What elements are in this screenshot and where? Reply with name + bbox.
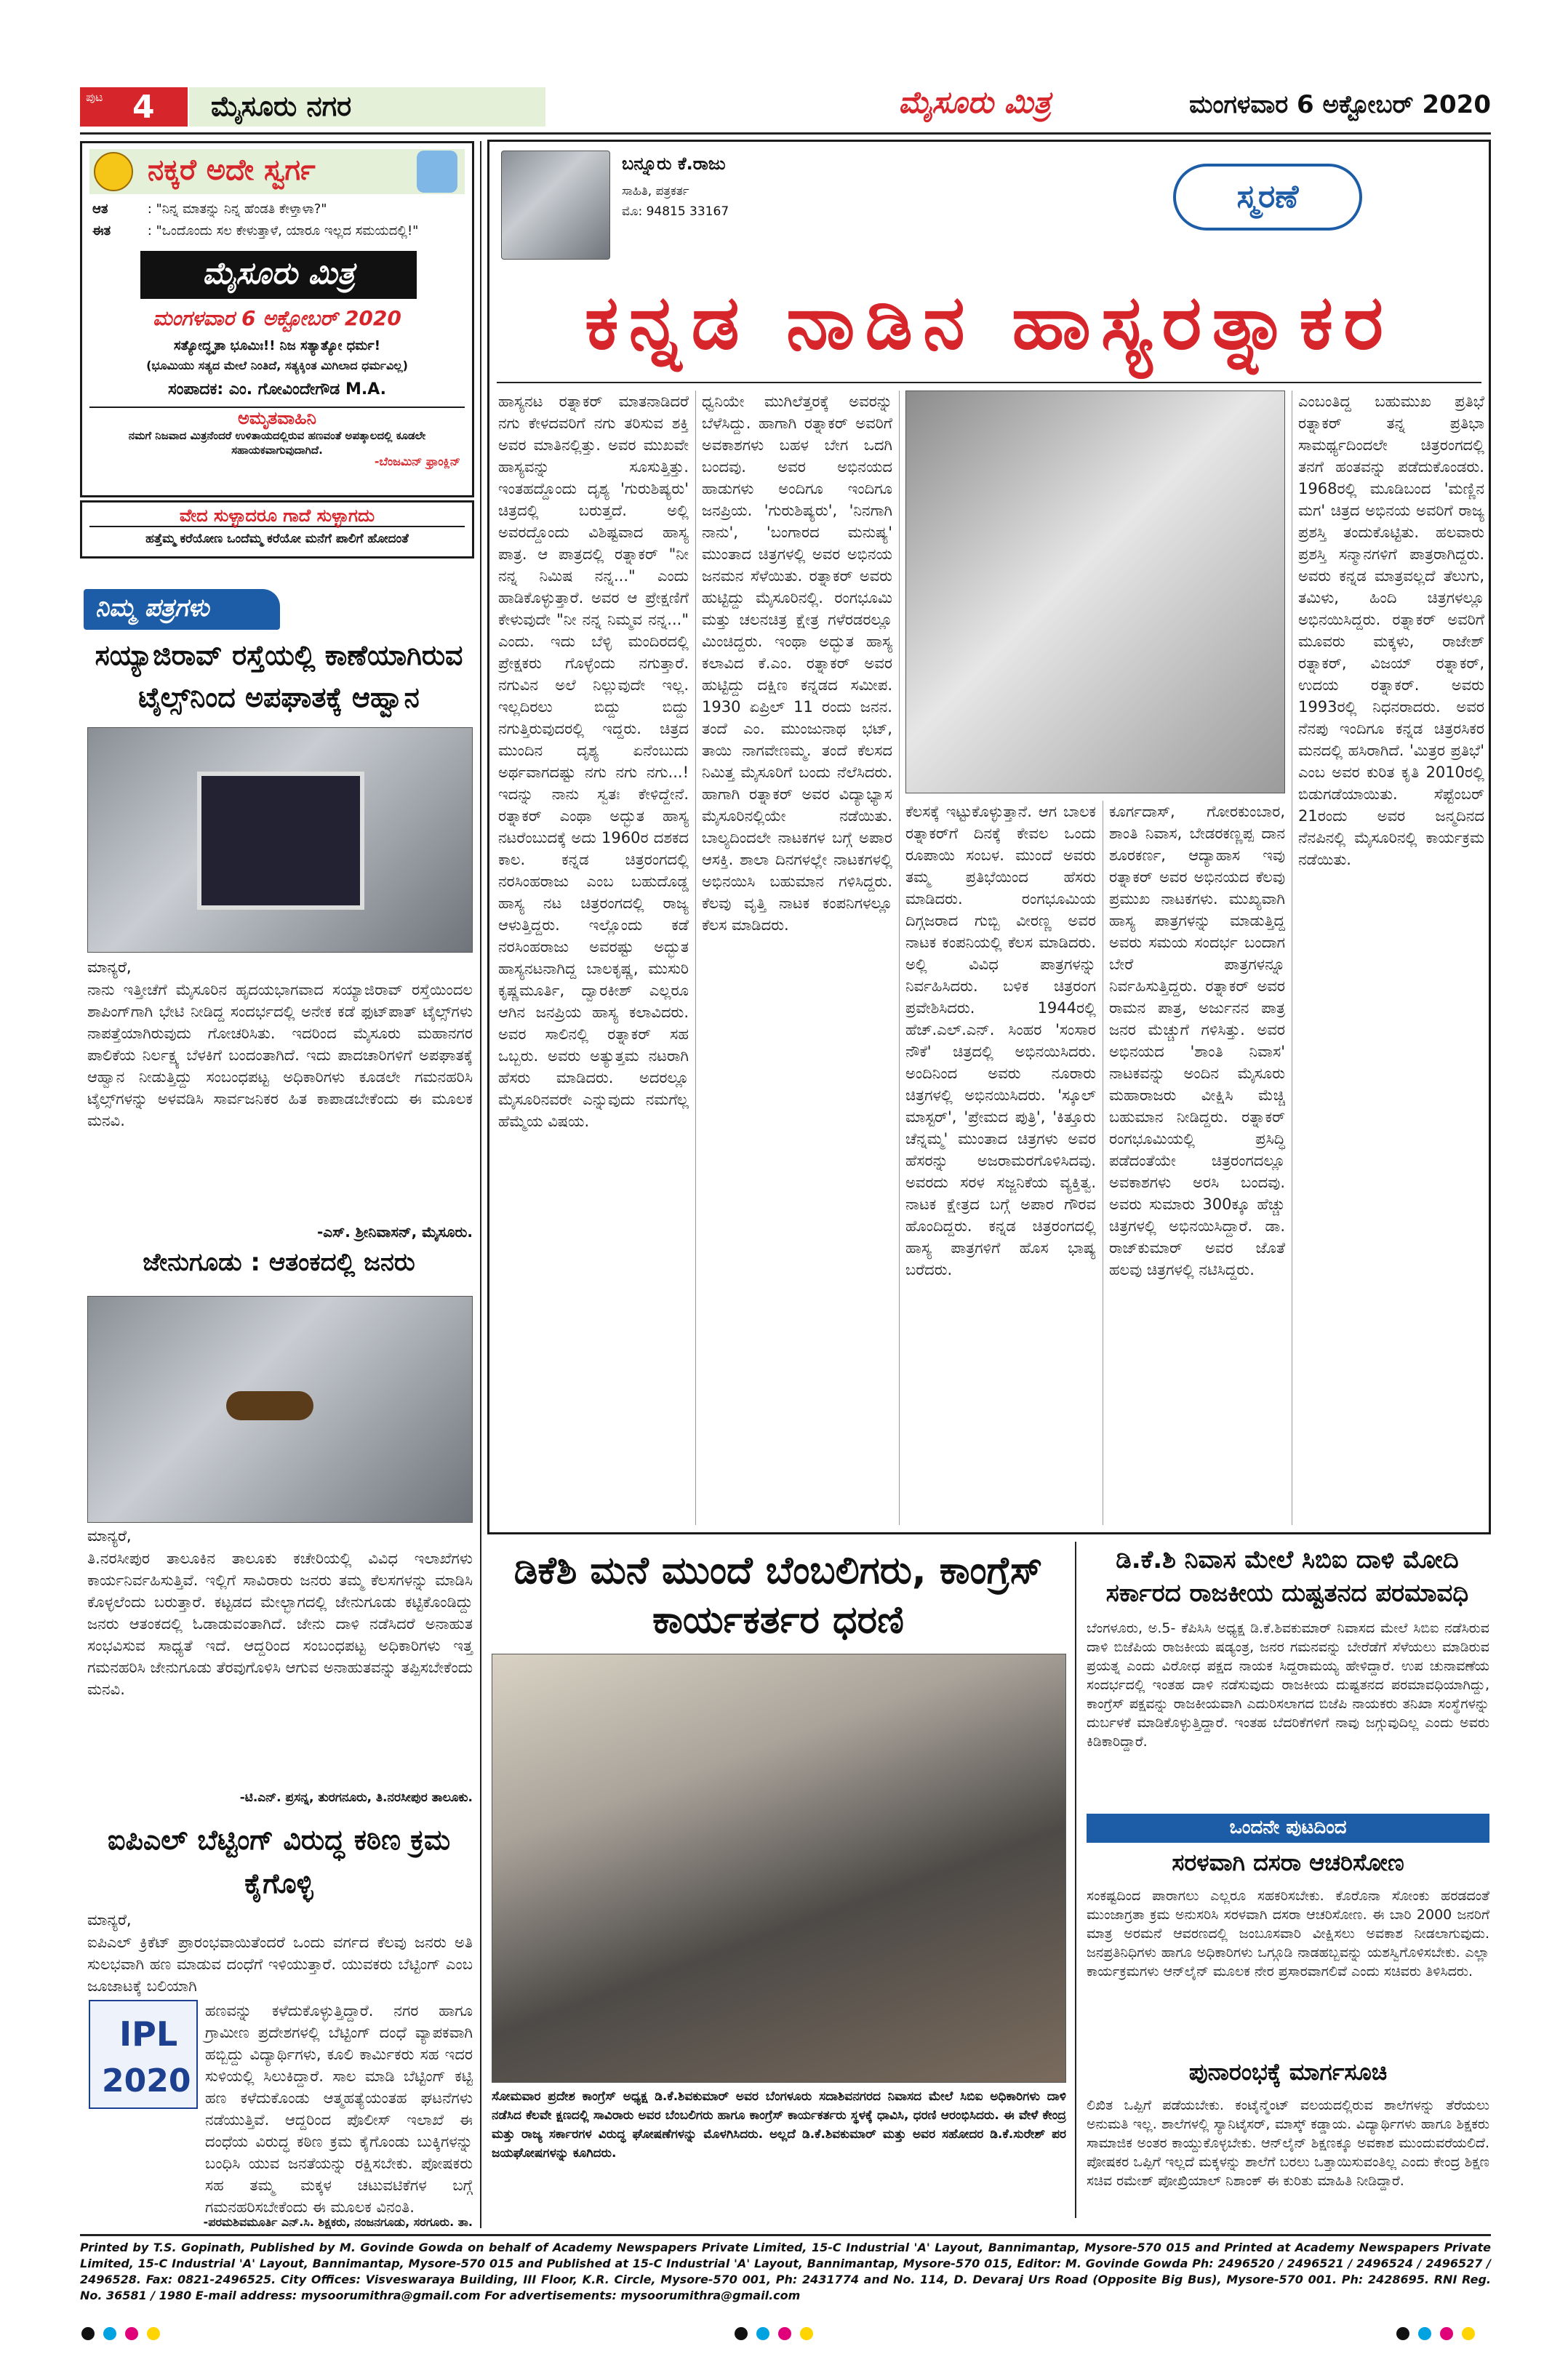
yellow-dot	[800, 2327, 813, 2340]
letter-3-headline: ಐಪಿಎಲ್ ಬೆಟ್ಟಿಂಗ್ ವಿರುದ್ಧ ಕಠಿಣ ಕ್ರಮ ಕೈಗೊಳ್ಳಿ	[107, 1824, 451, 1899]
letter-1-headline: ಸಯ್ಯಾಜಿರಾವ್ ರಸ್ತೆಯಲ್ಲಿ ಕಾಣೆಯಾಗಿರುವ ಟೈಲ್ಸ್‌ನಿಂದ ಅಪಘಾತಕ್ಕೆ ಆಹ್ವಾನ	[95, 639, 463, 713]
humor-line-1-text: : "ನಿನ್ನ ಮಾತನ್ನು ನಿನ್ನ ಹೆಂಡತಿ ಕೇಳ್ತಾಳಾ?"	[147, 201, 327, 217]
continued-body-1: ಸಂಕಷ್ಟದಿಂದ ಪಾರಾಗಲು ಎಲ್ಲರೂ ಸಹಕರಿಸಬೇಕು. ಕೊರೊನಾ ಸೋಂಕು ಹರಡದಂತೆ ಮುಂಜಾಗ್ರತಾ ಕ್ರಮ ಅನುಸರಿಸಿ ಸರಳವಾಗಿ ದಸರಾ ಆಚರಿಸೋಣ. ಈ ಬಾರಿ 2000 ಜನರಿಗೆ ಮಾತ್ರ ಅರಮನೆ ಆವರಣದಲ್ಲಿ ಜಂಬೂಸವಾರಿ ವೀಕ್ಷಿಸಲು ಅವಕಾಶ ನೀಡಲಾಗುವುದು. ಜನಪ್ರತಿನಿಧಿಗಳು ಹಾಗೂ ಅಧಿಕಾರಿಗಳು ಒಗ್ಗೂಡಿ ನಾಡಹಬ್ಬವನ್ನು ಯಶಸ್ವಿಗೊಳಿಸಬೇಕು. ಎಲ್ಲಾ ಕಾರ್ಯಕ್ರಮಗಳು ಆನ್‌ಲೈನ್ ಮೂಲಕ ನೇರ ಪ್ರಸಾರವಾಗಲಿವೆ ಎಂದು ಸಚಿವರು ತಿಳಿಸಿದರು.	[1087, 1888, 1489, 1979]
registration-marks-left	[81, 2327, 183, 2345]
yellow-dot	[147, 2327, 160, 2340]
protest-photo	[492, 1654, 1066, 2083]
feature-column-5: ಎಂಬಂತಿದ್ದ ಬಹುಮುಖ ಪ್ರತಿಭೆ ರತ್ನಾಕರ್ ತನ್ನ ಪ್ರತಿಭಾ ಸಾಮರ್ಥ್ಯದಿಂದಲೇ ಚಿತ್ರರಂಗದಲ್ಲಿ ತನಗೆ ಹಂತವನ್ನು ಪಡೆದುಕೊಂಡರು. 1968ರಲ್ಲಿ ಮೂಡಿಬಂದ 'ಮಣ್ಣಿನ ಮಗ' ಚಿತ್ರದ ಅಭಿನಯ ಅವರಿಗೆ ರಾಜ್ಯ ಪ್ರಶಸ್ತಿ ತಂದುಕೊಟ್ಟಿತು. ಹಲವಾರು ಪ್ರಶಸ್ತಿ ಸನ್ಮಾನಗಳಿಗೆ ಪಾತ್ರರಾಗಿದ್ದರು. ಅವರು ಕನ್ನಡ ಮಾತ್ರವಲ್ಲದೆ ತೆಲುಗು, ತಮಿಳು, ಹಿಂದಿ ಚಿತ್ರಗಳಲ್ಲೂ ಅಭಿನಯಿಸಿದ್ದರು. ರತ್ನಾಕರ್ ಅವರಿಗೆ ಮೂವರು ಮಕ್ಕಳು, ರಾಜೇಶ್ ರತ್ನಾಕರ್, ವಿಜಯ್ ರತ್ನಾಕರ್, ಉದಯ ರತ್ನಾಕರ್. ಅವರು 1993ರಲ್ಲಿ ನಿಧನರಾದರು. ಅವರ ನೆನಪು ಇಂದಿಗೂ ಕನ್ನಡ ಚಿತ್ರರಸಿಕರ ಮನದಲ್ಲಿ ಹಸಿರಾಗಿದೆ. 'ಮಿತ್ರರ ಪ್ರತಿಭೆ' ಎಂಬ ಅವರ ಕುರಿತ ಕೃತಿ 2010ರಲ್ಲಿ ಬಿಡುಗಡೆಯಾಯಿತು. ಸೆಪ್ಟೆಂಬರ್ 21ರಂದು ಅವರ ಜನ್ಮದಿನದ ನೆನಪಿನಲ್ಲಿ ಮೈಸೂರಿನಲ್ಲಿ ಕಾರ್ಯಕ್ರಮ ನಡೆಯಿತು.	[1298, 393, 1484, 868]
author-role: ಸಾಹಿತಿ, ಪತ್ರಕರ್ತ	[622, 184, 689, 199]
humor-line-2-label: ಈತ	[92, 223, 111, 239]
feature-headline-rule	[497, 382, 1481, 383]
page-header	[80, 84, 1491, 129]
letter-2-signature: -ಟಿ.ಎನ್. ಪ್ರಸನ್ನ, ತುರಗನೂರು, ತಿ.ನರಸೀಪುರ ತಾಲೂಕು.	[239, 1790, 473, 1805]
cartoon-figure-icon	[417, 151, 457, 193]
amrita-box	[89, 407, 465, 457]
registration-marks-center	[735, 2327, 836, 2345]
left-column-divider	[480, 141, 481, 2228]
black-dot	[735, 2327, 748, 2340]
proverb-text: ಹತ್ತೆಮ್ಮ ಕರೆಯೋಣ ಒಂದೆಮ್ಮ ಕರೆಯೋ ಮನೆಗೆ ಪಾಲಿಗೆ ಹೋದಂತೆ	[145, 532, 409, 546]
letters-header	[84, 589, 280, 630]
letter-2-headline: ಜೇನುಗೂಡು : ಆತಂಕದಲ್ಲಿ ಜನರು	[143, 1248, 415, 1277]
news-divider	[1075, 1542, 1076, 2218]
humor-line-2	[92, 223, 466, 244]
black-dot	[1396, 2327, 1409, 2340]
feature-column-1: ಹಾಸ್ಯನಟ ರತ್ನಾಕರ್ ಮಾತನಾಡಿದರೆ ನಗು ಕೇಳದವರಿಗೆ ನಗು ತರಿಸುವ ಶಕ್ತಿ ಅವರ ಮಾತಿನಲ್ಲಿತ್ತು. ಅವರ ಮುಖವೇ ಹಾಸ್ಯವನ್ನು ಸೂಸುತ್ತಿತ್ತು. ಇಂತಹದ್ದೊಂದು ದೃಶ್ಯ 'ಗುರುಶಿಷ್ಯರು' ಚಿತ್ರದಲ್ಲಿ ಬರುತ್ತದೆ. ಅಲ್ಲಿ ಅವರದ್ದೊಂದು ವಿಶಿಷ್ಟವಾದ ಹಾಸ್ಯ ಪಾತ್ರ. ಆ ಪಾತ್ರದಲ್ಲಿ ರತ್ನಾಕರ್ "ನೀ ನನ್ನ ನಿಮಿಷ ನನ್ನ..." ಎಂದು ಹಾಡಿಕೊಳ್ಳುತ್ತಾರೆ. ಅವರ ಆ ಪ್ರೇಕ್ಷಣಿಗೆ ಕೇಳುವುದೇ "ನೀ ನನ್ನ ನಿಮ್ಮವ ನನ್ನ..." ಎಂದು. ಇದು ಬೆಳ್ಳಿ ಮಂದಿರದಲ್ಲಿ ಪ್ರೇಕ್ಷಕರು ಗೊಳ್ಳೆಂದು ನಗುತ್ತಾರೆ. ನಗುವಿನ ಅಲೆ ನಿಲ್ಲುವುದೇ ಇಲ್ಲ. ಇಲ್ಲದಿರಲು ಬಿದ್ದು ಬಿದ್ದು ನಗುತ್ತಿರುವುದರಲ್ಲಿ ಇದ್ದರು. ಚಿತ್ರದ ಮುಂದಿನ ದೃಶ್ಯ ಏನೆಂಬುದು ಅರ್ಥವಾಗದಷ್ಟು ನಗು ನಗು ನಗು...! ಇದನ್ನು ನಾನು ಸ್ವತಃ ಕೇಳಿದ್ದೇನೆ. ರತ್ನಾಕರ್ ಎಂಥಾ ಅದ್ಭುತ ಹಾಸ್ಯ ನಟರೆಂಬುದಕ್ಕೆ ಅದು 1960ರ ದಶಕದ ಕಾಲ. ಕನ್ನಡ ಚಿತ್ರರಂಗದಲ್ಲಿ ನರಸಿಂಹರಾಜು ಎಂಬ ಬಹುದೊಡ್ಡ ಹಾಸ್ಯ ನಟ ಚಿತ್ರರಂಗದಲ್ಲಿ ರಾಜ್ಯ ಆಳುತ್ತಿದ್ದರು. ಇಲ್ಲೊಂದು ಕಡೆ ನರಸಿಂಹರಾಜು ಅವರಷ್ಟು ಅದ್ಭುತ ಹಾಸ್ಯನಟನಾಗಿದ್ದ ಬಾಲಕೃಷ್ಣ, ಮುಸುರಿ ಕೃಷ್ಣಮೂರ್ತಿ, ದ್ವಾರಕೀಶ್ ಎಲ್ಲರೂ ಆಗಿನ ಜನಪ್ರಿಯ ಹಾಸ್ಯ ಕಲಾವಿದರು. ಅವರ ಸಾಲಿನಲ್ಲಿ ರತ್ನಾಕರ್ ಸಹ ಒಬ್ಬರು. ಅವರು ಅತ್ಯುತ್ತಮ ನಟರಾಗಿ ಹೆಸರು ಮಾಡಿದರು. ಅದರಲ್ಲೂ ಮೈಸೂರಿನವರೇ ಎನ್ನುವುದು ನಮಗೆಲ್ಲ ಹೆಮ್ಮೆಯ ವಿಷಯ.	[498, 393, 689, 1130]
footer-imprint: Printed by T.S. Gopinath, Published by M. Govinde Gowda on behalf of Academy Newspapers Private Limited, 15-C Industrial 'A' Layout, Bannimantap, Mysore-570 015 and Printed at Academy Newspapers Private Limited, 15-C Industrial 'A' Layout, Bannimantap, Mysore-570 015 and Published at 15-C Industrial 'A' Layout, Bannimantap, Mysore-570 015, Editor: M. Govinde Gowda Ph: 2496520 / 2496521 / 2496524 / 2496527 / 2496528. Fax: 0821-2496525. City Offices: Visveswaraya Building, III Floor, K.R. Circle, Mysore-570 001, Ph: 2431774 and No. 114, D. Devaraj Urs Road (Opposite Big Bus), Mysore-570 001. Ph: 2428695. RNI Reg. No. 36581 / 1980 E-mail address: mysoorumithra@gmail.com For advertisements: mysoorumithra@gmail.com	[80, 2241, 1491, 2302]
section-title-bar	[189, 87, 545, 127]
ipl-logo	[89, 2000, 198, 2109]
humor-title-bar	[89, 149, 465, 194]
continued-headline-2: ಪುನಾರಂಭಕ್ಕೆ ಮಾರ್ಗಸೂಚಿ	[1188, 2058, 1388, 2086]
amrita-quote: ನಮಗೆ ನಿಜವಾದ ಮಿತ್ರನೆಂದರೆ ಉಳಿತಾಯದಲ್ಲಿರುವ ಹಣವಂತೆ ಅಪತ್ಕಾಲದಲ್ಲಿ ಕೂಡಲೇ ಸಹಾಯಕವಾಗುವುದಾಗಿದೆ.	[128, 429, 426, 457]
cyan-dot	[103, 2327, 116, 2340]
news-2-headline: ಡಿ.ಕೆ.ಶಿ ನಿವಾಸ ಮೇಲೆ ಸಿಬಿಐ ದಾಳಿ ಮೋದಿ ಸರ್ಕಾರದ ರಾಜಕೀಯ ದುಷ್ಟತನದ ಪರಮಾವಧಿ	[1105, 1545, 1469, 1608]
humor-title: ನಕ್ಕರೆ ಅದೇ ಸ್ವರ್ಗ	[148, 153, 316, 187]
black-dot	[81, 2327, 95, 2340]
yellow-dot	[1462, 2327, 1475, 2340]
feature-divider-2	[899, 391, 900, 1525]
author-phone: ಮೊ: 94815 33167	[622, 204, 729, 219]
amrita-title: ಅಮೃತವಾಹಿನಿ	[238, 408, 316, 428]
header-rule	[80, 132, 1491, 135]
magenta-dot	[1440, 2327, 1453, 2340]
footer-rule	[80, 2234, 1491, 2236]
letter-3-signature: -ಪರಮಶಿವಮೂರ್ತಿ ಎನ್.ಸಿ. ಶಿಕ್ಷಕರು, ನಂಜನಗೂಡು, ಸರಗೂರು. ತಾ.	[203, 2215, 473, 2229]
magenta-dot	[125, 2327, 138, 2340]
masthead-box-title: ಮೈಸೂರು ಮಿತ್ರ	[202, 255, 355, 291]
magenta-dot	[778, 2327, 791, 2340]
ipl-logo-year: 2020	[102, 2062, 191, 2099]
news-1-caption: ಸೋಮವಾರ ಪ್ರದೇಶ ಕಾಂಗ್ರೆಸ್ ಅಧ್ಯಕ್ಷ ಡಿ.ಕೆ.ಶಿವಕುಮಾರ್ ಅವರ ಬೆಂಗಳೂರು ಸದಾಶಿವನಗರದ ನಿವಾಸದ ಮೇಲೆ ಸಿಬಿಐ ಅಧಿಕಾರಿಗಳು ದಾಳಿ ನಡೆಸಿದ ಕೆಲವೇ ಕ್ಷಣದಲ್ಲಿ ಸಾವಿರಾರು ಅವರ ಬೆಂಬಲಿಗರು ಹಾಗೂ ಕಾಂಗ್ರೆಸ್ ಕಾರ್ಯಕರ್ತರು ಸ್ಥಳಕ್ಕೆ ಧಾವಿಸಿ, ಧರಣಿ ಆರಂಭಿಸಿದರು. ಈ ವೇಳೆ ಕೇಂದ್ರ ಮತ್ತು ರಾಜ್ಯ ಸರ್ಕಾರಗಳ ವಿರುದ್ಧ ಘೋಷಣೆಗಳನ್ನು ಮೊಳಗಿಸಿದರು. ಅಲ್ಲದೆ ಡಿ.ಕೆ.ಶಿವಕುಮಾರ್ ಮತ್ತು ಅವರ ಸಹೋದರ ಡಿ.ಕೆ.ಸುರೇಶ್ ಪರ ಜಯಘೋಷಗಳನ್ನು ಕೂಗಿದರು.	[492, 2089, 1066, 2161]
smarane-tag	[1173, 164, 1362, 231]
letter-3-body: ಹಣವನ್ನು ಕಳೆದುಕೊಳ್ಳುತ್ತಿದ್ದಾರೆ. ನಗರ ಹಾಗೂ ಗ್ರಾಮೀಣ ಪ್ರದೇಶಗಳಲ್ಲಿ ಬೆಟ್ಟಿಂಗ್ ದಂಧೆ ವ್ಯಾಪಕವಾಗಿ ಹಬ್ಬಿದ್ದು ವಿದ್ಯಾರ್ಥಿಗಳು, ಕೂಲಿ ಕಾರ್ಮಿಕರು ಸಹ ಇದರ ಸುಳಿಯಲ್ಲಿ ಸಿಲುಕಿದ್ದಾರೆ. ಸಾಲ ಮಾಡಿ ಬೆಟ್ಟಿಂಗ್ ಕಟ್ಟಿ ಹಣ ಕಳೆದುಕೊಂಡು ಆತ್ಮಹತ್ಯೆಯಂತಹ ಘಟನೆಗಳು ನಡೆಯುತ್ತಿವೆ. ಆದ್ದರಿಂದ ಪೊಲೀಸ್ ಇಲಾಖೆ ಈ ದಂಧೆಯ ವಿರುದ್ಧ ಕಠಿಣ ಕ್ರಮ ಕೈಗೊಂಡು ಬುಕ್ಕಿಗಳನ್ನು ಬಂಧಿಸಿ ಯುವ ಜನತೆಯನ್ನು ರಕ್ಷಿಸಬೇಕು. ಪೋಷಕರು ಸಹ ತಮ್ಮ ಮಕ್ಕಳ ಚಟುವಟಿಕೆಗಳ ಬಗ್ಗೆ ಗಮನಹರಿಸಬೇಕೆಂದು ಈ ಮೂಲಕ ವಿನಂತಿ.	[205, 2002, 473, 2216]
cyan-dot	[1418, 2327, 1431, 2340]
letter-3-intro: ಐಪಿಎಲ್ ಕ್ರಿಕೆಟ್ ಪ್ರಾರಂಭವಾಯಿತೆಂದರೆ ಒಂದು ವರ್ಗದ ಕೆಲವು ಜನರು ಅತಿ ಸುಲಭವಾಗಿ ಹಣ ಮಾಡುವ ದಂಧೆಗೆ ಇಳಿಯುತ್ತಾರೆ. ಯುವಕರು ಬೆಟ್ಟಿಂಗ್ ಎಂಬ ಜೂಜಾಟಕ್ಕೆ ಬಲಿಯಾಗಿ	[87, 1934, 473, 1995]
news-1-headline: ಡಿಕೆಶಿ ಮನೆ ಮುಂದೆ ಬೆಂಬಲಿಗರು, ಕಾಂಗ್ರೆಸ್ ಕಾರ್ಯಕರ್ತರ ಧರಣಿ	[513, 1549, 1043, 1642]
letter-3-salutation: ಮಾನ್ಯರೆ,	[87, 1911, 132, 1929]
proverb-title: ವೇದ ಸುಳ್ಳಾದರೂ ಗಾದೆ ಸುಳ್ಳಾಗದು	[89, 505, 465, 527]
page-number-badge	[80, 87, 188, 127]
humor-line-2-text: : "ಒಂದೊಂದು ಸಲ ಕೇಳುತ್ತಾಳೆ, ಯಾರೂ ಇಲ್ಲದ ಸಮಯದಲ್ಲಿ!"	[147, 223, 419, 239]
ipl-logo-text: IPL	[119, 2014, 178, 2054]
page-label: ಪುಟ	[86, 90, 103, 104]
humor-box	[80, 141, 474, 497]
letter-2-photo	[87, 1296, 473, 1523]
amrita-author: -ಬೆಂಜಮಿನ್ ಫ್ರಾಂಕ್ಲಿನ್	[374, 455, 460, 468]
continued-headline-1: ಸರಳವಾಗಿ ದಸರಾ ಆಚರಿಸೋಣ	[1172, 1849, 1404, 1876]
letter-1-photo	[87, 727, 473, 953]
smarane-tag-text: ಸ್ಮರಣೆ	[1236, 178, 1299, 215]
continued-header-title: ಒಂದನೇ ಪುಟದಿಂದ	[1229, 1817, 1347, 1838]
editor-line: ಸಂಪಾದಕ: ಎಂ. ಗೋವಿಂದೇಗೌಡ M.A.	[167, 380, 387, 399]
letter-2-body: ತಿ.ನರಸೀಪುರ ತಾಲೂಕಿನ ತಾಲೂಕು ಕಚೇರಿಯಲ್ಲಿ ವಿವಿಧ ಇಲಾಖೆಗಳು ಕಾರ್ಯನಿರ್ವಹಿಸುತ್ತಿವೆ. ಇಲ್ಲಿಗೆ ಸಾವಿರಾರು ಜನರು ತಮ್ಮ ಕೆಲಸಗಳನ್ನು ಮಾಡಿಸಿ ಕೊಳ್ಳಲೆಂದು ಬರುತ್ತಾರೆ. ಕಟ್ಟಡದ ಮೇಲ್ಭಾಗದಲ್ಲಿ ಜೇನುಗೂಡು ಕಟ್ಟಿಕೊಂಡಿದ್ದು ಜನರು ಆತಂಕದಲ್ಲಿ ಓಡಾಡುವಂತಾಗಿದೆ. ಜೇನು ದಾಳಿ ನಡೆಸಿದರೆ ಅನಾಹುತ ಸಂಭವಿಸುವ ಸಾಧ್ಯತೆ ಇದೆ. ಆದ್ದರಿಂದ ಸಂಬಂಧಪಟ್ಟ ಅಧಿಕಾರಿಗಳು ಇತ್ತ ಗಮನಹರಿಸಿ ಜೇನುಗೂಡು ತೆರವುಗೊಳಿಸಿ ಆಗುವ ಅನಾಹುತವನ್ನು ತಪ್ಪಿಸಬೇಕೆಂದು ಮನವಿ.	[87, 1550, 473, 1698]
letter-1-body: ನಾನು ಇತ್ತೀಚೆಗೆ ಮೈಸೂರಿನ ಹೃದಯಭಾಗವಾದ ಸಯ್ಯಾಜಿರಾವ್ ರಸ್ತೆಯಿಂದಲ ಶಾಪಿಂಗ್‌ಗಾಗಿ ಭೇಟಿ ನೀಡಿದ್ದ ಸಂದರ್ಭದಲ್ಲಿ ಅನೇಕ ಕಡೆ ಫುಟ್‌ಪಾತ್ ಟೈಲ್ಸ್‌ಗಳು ನಾಪತ್ತೆಯಾಗಿರುವುದು ಗೋಚರಿಸಿತು. ಇದರಿಂದ ಮೈಸೂರು ಮಹಾನಗರ ಪಾಲಿಕೆಯ ನಿರ್ಲಕ್ಷ್ಯ ಬೆಳಕಿಗೆ ಬಂದಂತಾಗಿದೆ. ಇದು ಪಾದಚಾರಿಗಳಿಗೆ ಅಪಘಾತಕ್ಕೆ ಆಹ್ವಾನ ನೀಡುತ್ತಿದ್ದು ಸಂಬಂಧಪಟ್ಟ ಅಧಿಕಾರಿಗಳು ಕೂಡಲೇ ಗಮನಹರಿಸಿ ಟೈಲ್ಸ್‌ಗಳನ್ನು ಅಳವಡಿಸಿ ಸಾರ್ವಜನಿಕರ ಹಿತ ಕಾಪಾಡಬೇಕೆಂದು ಈ ಮೂಲಕ ಮನವಿ.	[87, 981, 473, 1129]
continued-body-2: ಲಿಖಿತ ಒಪ್ಪಿಗೆ ಪಡೆಯಬೇಕು. ಕಂಟೈನ್ಮೆಂಟ್ ವಲಯದಲ್ಲಿರುವ ಶಾಲೆಗಳನ್ನು ತೆರೆಯಲು ಅನುಮತಿ ಇಲ್ಲ. ಶಾಲೆಗಳಲ್ಲಿ ಸ್ಯಾನಿಟೈಸರ್, ಮಾಸ್ಕ್ ಕಡ್ಡಾಯ. ವಿದ್ಯಾರ್ಥಿಗಳು ಹಾಗೂ ಶಿಕ್ಷಕರು ಸಾಮಾಜಿಕ ಅಂತರ ಕಾಯ್ದುಕೊಳ್ಳಬೇಕು. ಆನ್‌ಲೈನ್ ಶಿಕ್ಷಣಕ್ಕೂ ಅವಕಾಶ ಮುಂದುವರೆಯಲಿದೆ. ಪೋಷಕರ ಒಪ್ಪಿಗೆ ಇಲ್ಲದೆ ಮಕ್ಕಳನ್ನು ಶಾಲೆಗೆ ಬರಲು ಒತ್ತಾಯಿಸುವಂತಿಲ್ಲ ಎಂದು ಕೇಂದ್ರ ಶಿಕ್ಷಣ ಸಚಿವ ರಮೇಶ್ ಪೋಖ್ರಿಯಾಲ್ ನಿಶಾಂಕ್ ಈ ಕುರಿತು ಮಾಹಿತಿ ನೀಡಿದ್ದಾರೆ.	[1087, 2097, 1489, 2189]
missing-tile-hole	[197, 772, 364, 910]
feature-headline: ಕನ್ನಡ ನಾಡಿನ ಹಾಸ್ಯರತ್ನಾಕರ	[584, 278, 1394, 367]
section-title: ಮೈಸೂರು ನಗರ	[211, 90, 352, 122]
letter-1-salutation: ಮಾನ್ಯರೆ,	[87, 958, 132, 976]
feature-column-3: ಕೆಲಸಕ್ಕೆ ಇಟ್ಟುಕೊಳ್ಳುತ್ತಾನೆ. ಆಗ ಬಾಲಕ ರತ್ನಾಕರ್‌ಗೆ ದಿನಕ್ಕೆ ಕೇವಲ ಒಂದು ರೂಪಾಯಿ ಸಂಬಳ. ಮುಂದೆ ಅವರು ತಮ್ಮ ಪ್ರತಿಭೆಯಿಂದ ಹೆಸರು ಮಾಡಿದರು. ರಂಗಭೂಮಿಯ ದಿಗ್ಗಜರಾದ ಗುಬ್ಬಿ ವೀರಣ್ಣ ಅವರ ನಾಟಕ ಕಂಪನಿಯಲ್ಲಿ ಕೆಲಸ ಮಾಡಿದರು. ಅಲ್ಲಿ ವಿವಿಧ ಪಾತ್ರಗಳನ್ನು ನಿರ್ವಹಿಸಿದರು. ಬಳಿಕ ಚಿತ್ರರಂಗ ಪ್ರವೇಶಿಸಿದರು. 1944ರಲ್ಲಿ ಹೆಚ್.ಎಲ್.ಎನ್. ಸಿಂಹರ 'ಸಂಸಾರ ನೌಕೆ' ಚಿತ್ರದಲ್ಲಿ ಅಭಿನಯಿಸಿದರು. ಅಂದಿನಿಂದ ಅವರು ನೂರಾರು ಚಿತ್ರಗಳಲ್ಲಿ ಅಭಿನಯಿಸಿದರು. 'ಸ್ಕೂಲ್ ಮಾಸ್ಟರ್', 'ಪ್ರೇಮದ ಪುತ್ರಿ', 'ಕಿತ್ತೂರು ಚೆನ್ನಮ್ಮ' ಮುಂತಾದ ಚಿತ್ರಗಳು ಅವರ ಹೆಸರನ್ನು ಅಜರಾಮರಗೊಳಿಸಿದವು. ಅವರದು ಸರಳ ಸಜ್ಜನಿಕೆಯ ವ್ಯಕ್ತಿತ್ವ. ನಾಟಕ ಕ್ಷೇತ್ರದ ಬಗ್ಗೆ ಅಪಾರ ಗೌರವ ಹೊಂದಿದ್ದರು. ಕನ್ನಡ ಚಿತ್ರರಂಗದಲ್ಲಿ ಹಾಸ್ಯ ಪಾತ್ರಗಳಿಗೆ ಹೊಸ ಭಾಷ್ಯ ಬರೆದರು.	[905, 803, 1096, 1278]
masthead-tagline-1: ಸತ್ಯೋದ್ಧೃತಾ ಭೂಮಿಃ!! ನಿಜ ಸತ್ಯಾತ್ಯೋ ಧರ್ಮ!	[174, 338, 380, 353]
laughing-face-icon	[94, 152, 133, 191]
beehive-shape	[226, 1391, 313, 1420]
feature-box	[487, 140, 1491, 1534]
feature-column-2: ಧ್ವನಿಯೇ ಮುಗಿಲೆತ್ತರಕ್ಕೆ ಅವರನ್ನು ಬೆಳೆಸಿದ್ದು. ಹಾಗಾಗಿ ರತ್ನಾಕರ್ ಅವರಿಗೆ ಅವಕಾಶಗಳು ಬಹಳ ಬೇಗ ಒದಗಿ ಬಂದವು. ಅವರ ಅಭಿನಯದ ಹಾಡುಗಳು ಅಂದಿಗೂ ಇಂದಿಗೂ ಜನಪ್ರಿಯ. 'ಗುರುಶಿಷ್ಯರು', 'ನಿನಗಾಗಿ ನಾನು', 'ಬಂಗಾರದ ಮನುಷ್ಯ' ಮುಂತಾದ ಚಿತ್ರಗಳಲ್ಲಿ ಅವರ ಅಭಿನಯ ಜನಮನ ಸೆಳೆಯಿತು. ರತ್ನಾಕರ್ ಅವರು ಹುಟ್ಟಿದ್ದು ಮೈಸೂರಿನಲ್ಲಿ. ರಂಗಭೂಮಿ ಮತ್ತು ಚಲನಚಿತ್ರ ಕ್ಷೇತ್ರ ಗಳೆರಡರಲ್ಲೂ ಮಿಂಚಿದ್ದರು. ಇಂಥಾ ಅದ್ಭುತ ಹಾಸ್ಯ ಕಲಾವಿದ ಕೆ.ಎಂ. ರತ್ನಾಕರ್ ಅವರ ಹುಟ್ಟಿದ್ದು ದಕ್ಷಿಣ ಕನ್ನಡದ ಸಮೀಪ. 1930 ಏಪ್ರಿಲ್ 11 ರಂದು ಜನನ. ತಂದೆ ಎಂ. ಮುಂಜುನಾಥ ಭಟ್, ತಾಯಿ ನಾಗವೇಣಮ್ಮ. ತಂದೆ ಕೆಲಸದ ನಿಮಿತ್ತ ಮೈಸೂರಿಗೆ ಬಂದು ನೆಲೆಸಿದರು. ಹಾಗಾಗಿ ರತ್ನಾಕರ್ ಅವರ ವಿದ್ಯಾಭ್ಯಾಸ ಮೈಸೂರಿನಲ್ಲಿಯೇ ನಡೆಯಿತು. ಬಾಲ್ಯದಿಂದಲೇ ನಾಟಕಗಳ ಬಗ್ಗೆ ಅಪಾರ ಆಸಕ್ತಿ. ಶಾಲಾ ದಿನಗಳಲ್ಲೇ ನಾಟಕಗಳಲ್ಲಿ ಅಭಿನಯಿಸಿ ಬಹುಮಾನ ಗಳಿಸಿದ್ದರು. ಕೆಲವು ವೃತ್ತಿ ನಾಟಕ ಕಂಪನಿಗಳಲ್ಲೂ ಕೆಲಸ ಮಾಡಿದರು.	[702, 393, 892, 934]
letter-2-salutation: ಮಾನ್ಯರೆ,	[87, 1527, 132, 1545]
author-photo	[501, 151, 610, 260]
humor-line-1	[92, 201, 466, 222]
letter-1-signature: -ಎಸ್. ಶ್ರೀನಿವಾಸನ್, ಮೈಸೂರು.	[316, 1223, 473, 1241]
masthead-logo: ಮೈಸೂರು ಮಿತ್ರ	[898, 84, 1051, 120]
registration-marks-right	[1396, 2327, 1498, 2345]
letter-3-body-cont	[87, 2112, 473, 2212]
header-date: ಮಂಗಳವಾರ 6 ಅಕ್ಟೋಬರ್ 2020	[1189, 90, 1491, 119]
letters-header-title: ನಿಮ್ಮ ಪತ್ರಗಳು	[95, 593, 209, 622]
feature-column-4: ಕೂರ್ಗದಾಸ್, ಗೋರಕುಂಬಾರ, ಶಾಂತಿ ನಿವಾಸ, ಬೇಡರಕಣ್ಣಪ್ಪ ದಾನ ಶೂರಕರ್ಣ, ಆದ್ಯಾಹಾಸ ಇವು ರತ್ನಾಕರ್ ಅವರ ಅಭಿನಯದ ಕೆಲವು ಪ್ರಮುಖ ನಾಟಕಗಳು. ಮುಖ್ಯವಾಗಿ ಹಾಸ್ಯ ಪಾತ್ರಗಳನ್ನು ಮಾಡುತ್ತಿದ್ದ ಅವರು ಸಮಯ ಸಂದರ್ಭ ಬಂದಾಗ ಬೇರೆ ಪಾತ್ರಗಳನ್ನೂ ನಿರ್ವಹಿಸುತ್ತಿದ್ದರು. ರತ್ನಾಕರ್ ಅವರ ರಾಮನ ಪಾತ್ರ, ಅರ್ಜುನನ ಪಾತ್ರ ಜನರ ಮೆಚ್ಚುಗೆ ಗಳಿಸಿತ್ತು. ಅವರ ಅಭಿನಯದ 'ಶಾಂತಿ ನಿವಾಸ' ನಾಟಕವನ್ನು ಅಂದಿನ ಮೈಸೂರು ಮಹಾರಾಜರು ವೀಕ್ಷಿಸಿ ಮೆಚ್ಚಿ ಬಹುಮಾನ ನೀಡಿದ್ದರು. ರತ್ನಾಕರ್ ರಂಗಭೂಮಿಯಲ್ಲಿ ಪ್ರಸಿದ್ಧಿ ಪಡೆದಂತೆಯೇ ಚಿತ್ರರಂಗದಲ್ಲೂ ಅವಕಾಶಗಳು ಅರಸಿ ಬಂದವು. ಅವರು ಸುಮಾರು 300ಕ್ಕೂ ಹೆಚ್ಚು ಚಿತ್ರಗಳಲ್ಲಿ ಅಭಿನಯಿಸಿದ್ದಾರೆ. ಡಾ. ರಾಜ್‌ಕುಮಾರ್ ಅವರ ಜೊತೆ ಹಲವು ಚಿತ್ರಗಳಲ್ಲಿ ನಟಿಸಿದ್ದರು.	[1109, 803, 1285, 1278]
cyan-dot	[756, 2327, 769, 2340]
feature-divider-1	[695, 391, 696, 1525]
page-number: 4	[132, 89, 155, 126]
masthead-box	[140, 251, 417, 299]
news-2-body: ಬೆಂಗಳೂರು, ಅ.5- ಕೆಪಿಸಿಸಿ ಅಧ್ಯಕ್ಷ ಡಿ.ಕೆ.ಶಿವಕುಮಾರ್ ನಿವಾಸದ ಮೇಲೆ ಸಿಬಿಐ ನಡೆಸಿರುವ ದಾಳಿ ಬಿಜೆಪಿಯ ರಾಜಕೀಯ ಷಡ್ಯಂತ್ರ, ಜನರ ಗಮನವನ್ನು ಬೇರೆಡೆಗೆ ಸೆಳೆಯಲು ಮಾಡಿರುವ ಪ್ರಯತ್ನ ಎಂದು ವಿರೋಧ ಪಕ್ಷದ ನಾಯಕ ಸಿದ್ದರಾಮಯ್ಯ ಹೇಳಿದ್ದಾರೆ. ಉಪ ಚುನಾವಣೆಯ ಸಂದರ್ಭದಲ್ಲಿ ಇಂತಹ ದಾಳಿ ನಡೆಸುವುದು ರಾಜಕೀಯ ದುಷ್ಟತನದ ಪರಮಾವಧಿಯಾಗಿದ್ದು, ಕಾಂಗ್ರೆಸ್ ಪಕ್ಷವನ್ನು ರಾಜಕೀಯವಾಗಿ ಎದುರಿಸಲಾಗದ ಬಿಜೆಪಿ ನಾಯಕರು ತನಿಖಾ ಸಂಸ್ಥೆಗಳನ್ನು ದುರ್ಬಳಕೆ ಮಾಡಿಕೊಳ್ಳುತ್ತಿದ್ದಾರೆ. ಇಂತಹ ಬೆದರಿಕೆಗಳಿಗೆ ನಾವು ಜಗ್ಗುವುದಿಲ್ಲ ಎಂದು ಅವರು ಕಿಡಿಕಾರಿದ್ದಾರೆ.	[1087, 1620, 1489, 1750]
continued-header	[1087, 1814, 1489, 1843]
masthead-tagline-2: (ಭೂಮಿಯು ಸತ್ಯದ ಮೇಲೆ ನಿಂತಿದೆ, ಸತ್ಯಕ್ಕಿಂತ ಮಿಗಿಲಾದ ಧರ್ಮವಿಲ್ಲ)	[146, 359, 408, 372]
humor-line-1-label: ಆತ	[92, 201, 108, 217]
author-name: ಬನ್ನೂರು ಕೆ.ರಾಜು	[622, 153, 726, 174]
proverb-box	[80, 500, 474, 559]
masthead-box-date: ಮಂಗಳವಾರ 6 ಅಕ್ಟೋಬರ್ 2020	[153, 306, 401, 330]
